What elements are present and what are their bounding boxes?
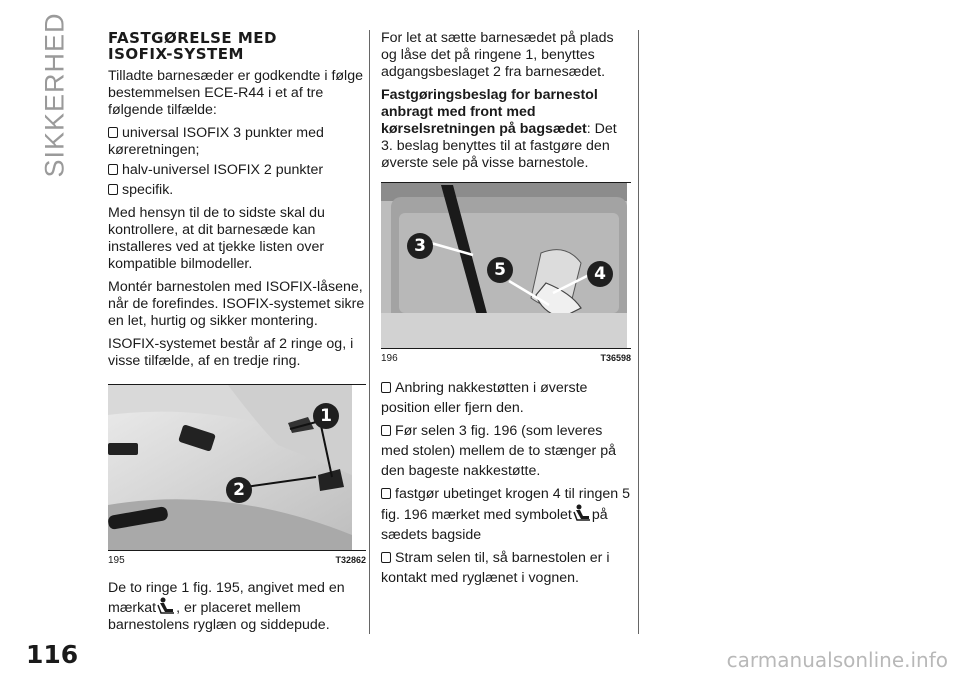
list-item: halv-universel ISOFIX 2 punkter	[108, 162, 366, 179]
section-heading: FASTGØRELSE MED ISOFIX-SYSTEM	[108, 29, 277, 63]
column-divider	[369, 30, 370, 634]
figure-195	[108, 384, 366, 551]
callout-2: 2	[226, 477, 252, 503]
figure-number: 196	[381, 353, 398, 364]
checkbox-bullet-icon	[381, 382, 391, 393]
figure-caption	[381, 353, 631, 364]
list-item: Før selen 3 fig. 196 (som leveres med stolen) mellem de to stænger på den bageste nakkestøtte.	[381, 423, 616, 479]
column-divider	[638, 30, 639, 634]
figure-196	[381, 182, 631, 349]
watermark: carmanualsonline.info	[726, 648, 948, 672]
paragraph: De to ringe 1 fig. 195, angivet med en mærkat , er placeret mellem barnestolens ryglæn og siddepude.	[108, 580, 345, 633]
checkbox-bullet-icon	[381, 552, 391, 563]
intro-paragraph: Tilladte barnesæder er godkendte i følge bestemmelsen ECE-R44 i et af tre følgende tilfælde:	[108, 68, 363, 118]
paragraph: ISOFIX-systemet består af 2 ringe og, i visse tilfælde, af en tredje ring.	[108, 336, 354, 369]
section-side-label: SIKKERHED	[39, 12, 70, 178]
figure-code: T36598	[600, 353, 631, 363]
callout-3: 3	[407, 233, 433, 259]
callout-4: 4	[587, 261, 613, 287]
figure-code: T32862	[335, 555, 366, 565]
paragraph: Med hensyn til de to sidste skal du kontrollere, at dit barnesæde kan installeres ved at tjekke listen over kompatible bilmodeller.	[108, 205, 325, 272]
figure-number: 195	[108, 555, 125, 566]
callout-1: 1	[313, 403, 339, 429]
list-item: universal ISOFIX 3 punkter med køreretningen;	[108, 125, 324, 158]
paragraph: Montér barnestolen med ISOFIX-låsene, når de forefindes. ISOFIX-systemet sikre en let, hurtig og sikker montering.	[108, 279, 365, 329]
figure-caption	[108, 555, 366, 566]
child-seat-symbol-icon	[156, 597, 176, 615]
checkbox-bullet-icon	[108, 184, 118, 195]
page-number: 116	[26, 640, 79, 669]
paragraph: For let at sætte barnesædet på plads og låse det på ringene 1, benyttes adgangsbeslaget 2 fra barnesædet.	[381, 30, 614, 80]
child-seat-symbol-icon	[572, 504, 592, 522]
list-item: specifik.	[108, 182, 366, 199]
paragraph: Fastgøringsbeslag for barnestol anbragt med front med kørselsretningen på bagsædet: Det 3. beslag benyttes til at fastgøre den øverste sele på visse barnestole.	[381, 87, 617, 171]
checkbox-bullet-icon	[108, 127, 118, 138]
left-column	[108, 30, 366, 640]
list-item: Anbring nakkestøtten i øverste position eller fjern den.	[381, 380, 588, 416]
checkbox-bullet-icon	[381, 488, 391, 499]
list-item: Stram selen til, så barnestolen er i kontakt med ryglænet i vognen.	[381, 550, 610, 586]
right-column	[381, 30, 631, 591]
checkbox-bullet-icon	[108, 164, 118, 175]
list-item: fastgør ubetinget krogen 4 til ringen 5 fig. 196 mærket med symbolet på sædets bagside	[381, 486, 631, 543]
checkbox-bullet-icon	[381, 425, 391, 436]
callout-5: 5	[487, 257, 513, 283]
